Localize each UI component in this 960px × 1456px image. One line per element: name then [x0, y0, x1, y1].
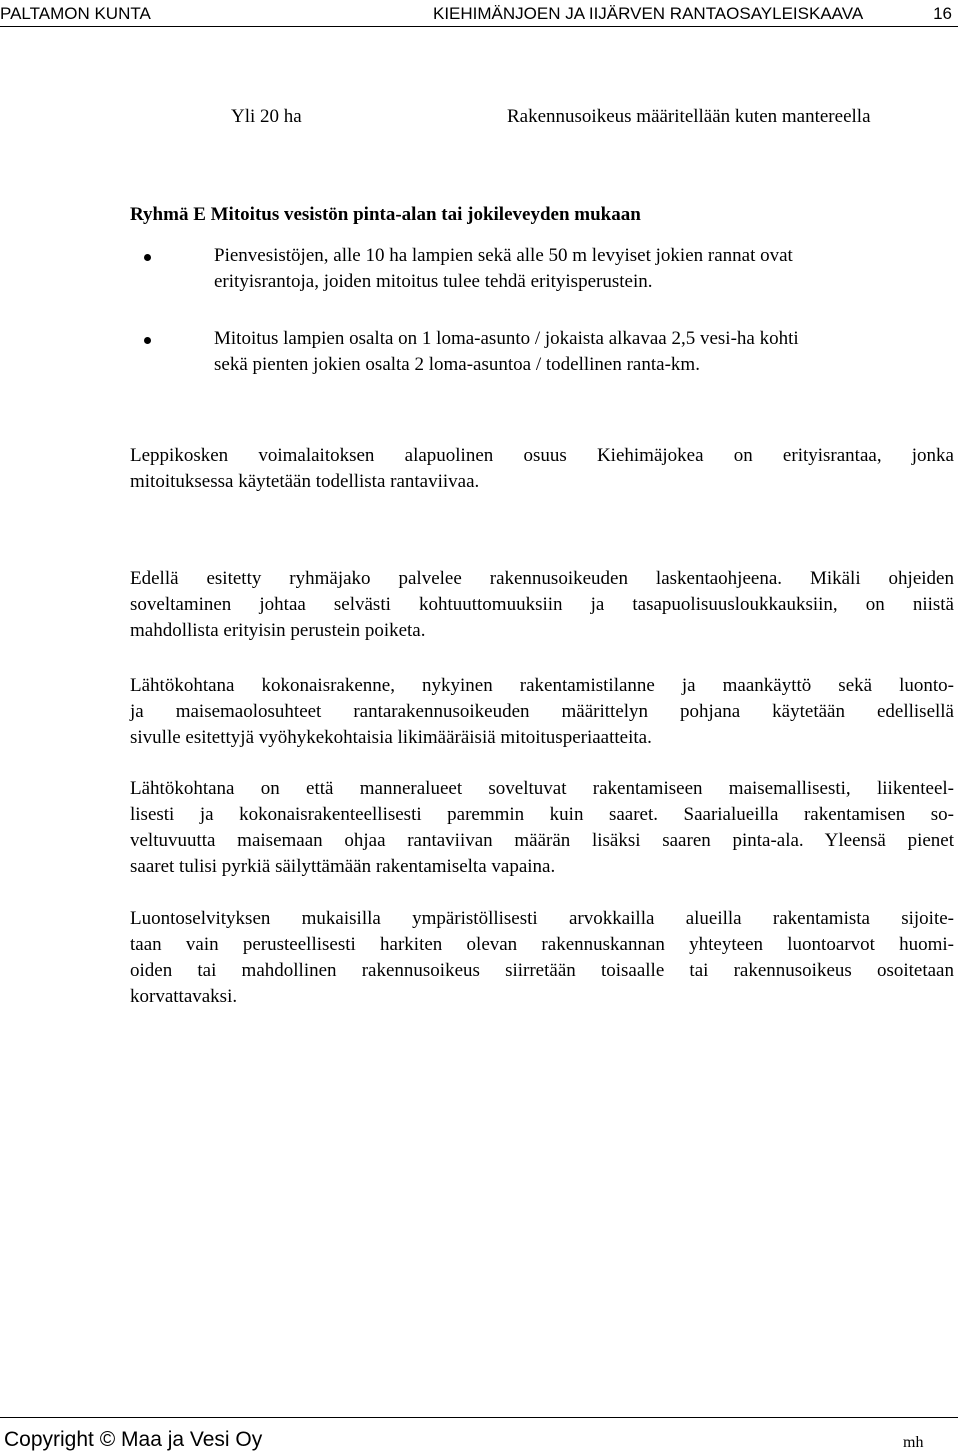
paragraph-line: lisesti ja kokonaisrakenteellisesti paremmin kuin saaret. Saarialueilla rakentamisen so-: [130, 804, 954, 825]
paragraph-line: mahdollista erityisin perustein poiketa.: [130, 620, 426, 641]
footer-copyright: Copyright © Maa ja Vesi Oy: [4, 1428, 263, 1451]
paragraph-line: taan vain perusteellisesti harkiten olevan rakennuskannan yhteyteen luontoarvot huomi-: [130, 934, 954, 955]
paragraph-line: saaret tulisi pyrkiä säilyttämään rakentamiselta vapaina.: [130, 856, 556, 877]
header-municipality: PALTAMON KUNTA: [0, 4, 151, 23]
bullet-item: [214, 326, 930, 378]
paragraph: [130, 566, 954, 644]
paragraph-line: ja maisemaolosuhteet rantarakennusoikeuden määrittelyn pohjana käytetään edellisellä: [130, 701, 954, 722]
table-row-value: Rakennusoikeus määritellään kuten mantereella: [507, 106, 871, 127]
table-row-label: Yli 20 ha: [231, 106, 302, 127]
bullet-line: Pienvesistöjen, alle 10 ha lampien sekä alle 50 m levyiset jokien rannat ovat: [214, 245, 793, 266]
bullet-marker: [144, 254, 151, 261]
page-footer: [0, 1417, 958, 1456]
bullet-line: sekä pienten jokien osalta 2 loma-asuntoa / todellinen ranta-km.: [214, 354, 700, 375]
header-page-number: 16: [933, 4, 952, 23]
paragraph: [130, 443, 954, 495]
paragraph-line: soveltaminen johtaa selvästi kohtuuttomuuksiin ja tasapuolisuusloukkauksiin, on niistä: [130, 594, 954, 615]
paragraph-line: oiden tai mahdollinen rakennusoikeus siirretään toisaalle tai rakennusoikeus osoitetaan: [130, 960, 954, 981]
header-document-title: KIEHIMÄNJOEN JA IIJÄRVEN RANTAOSAYLEISKAAVA: [433, 4, 864, 23]
paragraph-line: Lähtökohtana on että manneralueet soveltuvat rakentamiseen maisemallisesti, liikenteel-: [130, 778, 954, 799]
paragraph-line: Lähtökohtana kokonaisrakenne, nykyinen rakentamistilanne ja maankäyttö sekä luonto-: [130, 675, 954, 696]
paragraph: [130, 906, 954, 1010]
paragraph-line: korvattavaksi.: [130, 986, 238, 1007]
bullet-marker: [144, 337, 151, 344]
paragraph: [130, 776, 954, 880]
bullet-item: [214, 243, 930, 295]
paragraph-line: veltuvuutta maisemaan ohjaa rantaviivan määrän lisäksi saaren pinta-ala. Yleensä pienet: [130, 830, 954, 851]
paragraph: [130, 673, 954, 751]
paragraph-line: Luontoselvityksen mukaisilla ympäristöllisesti arvokkailla alueilla rakentamista sijoite-: [130, 908, 954, 929]
paragraph-line: mitoituksessa käytetään todellista rantaviivaa.: [130, 471, 480, 492]
paragraph-line: Leppikosken voimalaitoksen alapuolinen osuus Kiehimäjokea on erityisrantaa, jonka: [130, 445, 954, 466]
paragraph-line: sivulle esitettyjä vyöhykekohtaisia likimääräisiä mitoitusperiaatteita.: [130, 727, 652, 748]
section-heading: Ryhmä E Mitoitus vesistön pinta-alan tai jokileveyden mukaan: [130, 204, 641, 225]
footer-author-initials: mh: [903, 1434, 924, 1451]
page-header: [0, 2, 958, 27]
bullet-line: Mitoitus lampien osalta on 1 loma-asunto / jokaista alkavaa 2,5 vesi-ha kohti: [214, 328, 799, 349]
bullet-line: erityisrantoja, joiden mitoitus tulee tehdä erityisperustein.: [214, 271, 653, 292]
paragraph-line: Edellä esitetty ryhmäjako palvelee rakennusoikeuden laskentaohjeena. Mikäli ohjeiden: [130, 568, 954, 589]
